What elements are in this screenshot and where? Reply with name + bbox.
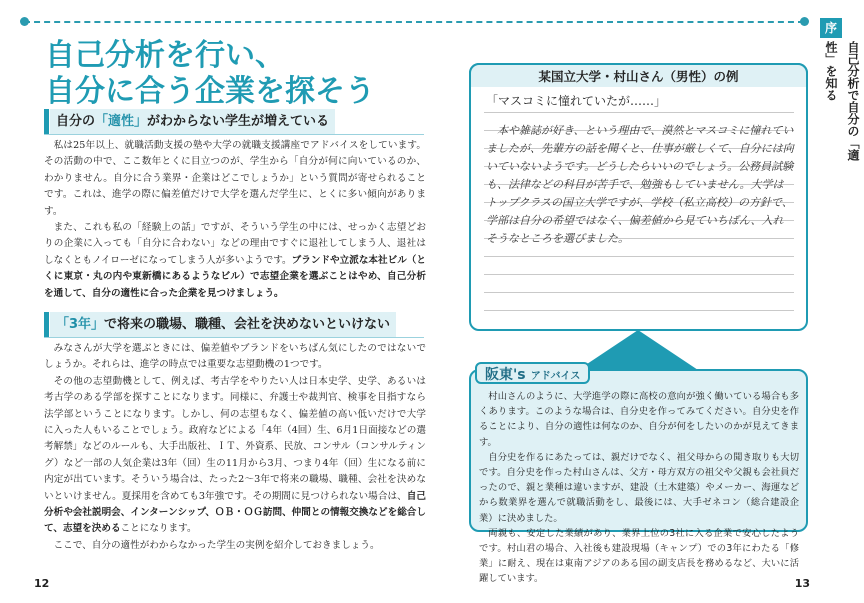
- page-title-line1: 自己分析を行い、: [45, 38, 285, 73]
- advice-para1: 村山さんのように、大学進学の際に高校の意向が強く働いている場合も多くあります。このような場合は、自分史を作ってみてください。自分史を作ることにより、自分の適性は何なのか、自分が何をしたいのかが見えてきます。: [479, 391, 799, 448]
- page-number-right: 13: [794, 577, 810, 590]
- chapter-badge: 序: [820, 18, 842, 38]
- section2-body: [44, 341, 426, 554]
- advice-label: [475, 362, 590, 384]
- section2-para2-bold: 自己分析や会社説明会、インターンシップ、ＯＢ・ＯＧ訪問、仲間との情報交換などを総合して、志望を決める: [44, 490, 427, 535]
- case-example-text: 本や雑誌が好き、という理由で、漠然とマスコミに憧れていましたが、先輩方の話を聞くと、仕事が厳しくて、自分には向いていないようです。どうしたらいいのでしょう。公務員試験も、法律などの科目が苦手で、勉強もしていません。大学はトップクラスの国立大学ですが、学校（私立高校）の方針で、学部は自分の希望ではなく、偏差値から見ていちばん、入れそうなところを選びました。: [486, 124, 794, 245]
- chapter-side-title: 自己分析で自分の「適性」を知る: [824, 41, 860, 161]
- section1-heading-pre: 自分の: [56, 114, 96, 129]
- section2-rule: [44, 337, 424, 338]
- section2-heading-post: で将来の職場、職種、会社を決めないといけない: [104, 317, 391, 332]
- advice-para2: 自分史を作るにあたっては、親だけでなく、祖父母からの聞き取りも大切です。自分史を作った村山さんは、父方・母方双方の祖父や父親も会社員だったので、親と業種は違いますが、建設（土木建築）やメーカー、海運などから数業界を選んで就職活動をし、最後には、大手ゼネコン（総合建設企業）に決めました。: [479, 451, 799, 524]
- advice-author: 阪東's: [485, 367, 526, 383]
- section2-para3: ここで、自分の適性がわからなかった学生の実例を紹介しておきましょう。: [53, 539, 380, 551]
- advice-pointer-arrow: [578, 330, 698, 370]
- section1-heading-post: がわからない学生が増えている: [147, 114, 330, 129]
- chapter-side-tab: [820, 18, 860, 161]
- section1-para2: また、これも私の「経験上の話」ですが、そういう学生の中には、せっかく志望どおりの企業に入っても「自分に合わない」などの理由ですぐに退社してしまう人、退社はしなくともノイローゼになってしまう人が多いようです。ブランドや立派な本社ビル（とくに東京・丸の内や東新橋にあるようなビル）で志望企業を選ぶことはやめ、自己分析を通して、自分の適性に合った企業を見つけましょう。: [44, 222, 426, 299]
- ruled-line: [484, 256, 794, 257]
- ruled-line: [484, 292, 794, 293]
- advice-label-suffix: アドバイス: [530, 371, 581, 382]
- ruled-line: [484, 112, 794, 113]
- case-example-header: [469, 63, 808, 87]
- advice-para3: 両親も、安定した業績があり、業界上位の3社に入る企業で安心したようです。村山君の場合、入社後も建設現場（キャンプ）での3年にわたる「修業」に耐え、現在は東南アジアのある国の副支店長を務めるなど、大いに活躍しています。: [479, 527, 799, 585]
- page-title-line2: 自分に合う企業を探そう: [45, 74, 375, 109]
- advice-text: [479, 389, 799, 587]
- page-number-left: 12: [34, 577, 50, 590]
- ruled-line: [484, 310, 794, 311]
- section1-heading-highlight: 「適性」: [95, 114, 148, 129]
- top-rule-dot-right: [800, 17, 809, 26]
- section2-heading-highlight: 「3年」: [56, 317, 105, 332]
- top-rule-dot-left: [20, 17, 29, 26]
- section2-heading-bar: [44, 312, 49, 337]
- section2-para2: その他の志望動機として、例えば、考古学をやりたい人は日本史学、史学、あるいは考古学のある学部を探すことになります。同様に、弁護士や裁判官、検事を目指すなら法学部ということになります。しかし、何の志望もなく、偏差値の高い低いだけで大学に入った人もいることでしょう。政府などによる「4年（4回）生、6月1日面接などの選考解禁」などのルールも、大手出版社、ＩＴ、外資系、民放、コンサル（コンサルティング）など一部の人気企業は3年（回）生の11月から3月、つまり4年（回）生になる前に内定が出ています。そういう場合は、たった2〜3年で将来の職場、職種、会社を決めないといけません。夏採用を含めても3年強です。その期間に見つけられない場合は、自己分析や会社説明会、インターンシップ、ＯＢ・ＯＧ訪問、仲間との情報交換などを総合して、志望を決めることになります。: [44, 375, 427, 535]
- top-dashed-rule: [24, 21, 804, 23]
- ruled-line: [484, 274, 794, 275]
- section2-para1: みなさんが大学を選ぶときには、偏差値やブランドをいちばん気にしたのではないでしょうか。それらは、進学の時点では重要な志望動機の1つです。: [44, 343, 426, 371]
- case-example-title: 某国立大学・村山さん（男性）の例: [538, 69, 739, 84]
- section1-para1: 私は25年以上、就職活動支援の塾や大学の就職支援講座でアドバイスをしています。その活動の中で、ここ数年とくに目立つのが、学生から「自分が何に向いているのか、わかりません。自分に合う業界・企業はどこでしょうか」という質問が寄せられることです。これは、進学の際に偏差値だけで大学を選んだ学生に、とくに多い傾向があります。: [44, 140, 426, 217]
- case-quote: 「マスコミに憧れていたが……」: [486, 94, 667, 108]
- section1-rule: [44, 134, 424, 135]
- section1-body: [44, 138, 426, 302]
- section1-para2-bold: ブランドや立派な本社ビル（とくに東京・丸の内や東新橋にあるようなビル）で志望企業を選ぶことはやめ、自己分析を通して、自分の適性に合った企業を見つけましょう。: [44, 254, 426, 299]
- section1-heading-bar: [44, 109, 49, 134]
